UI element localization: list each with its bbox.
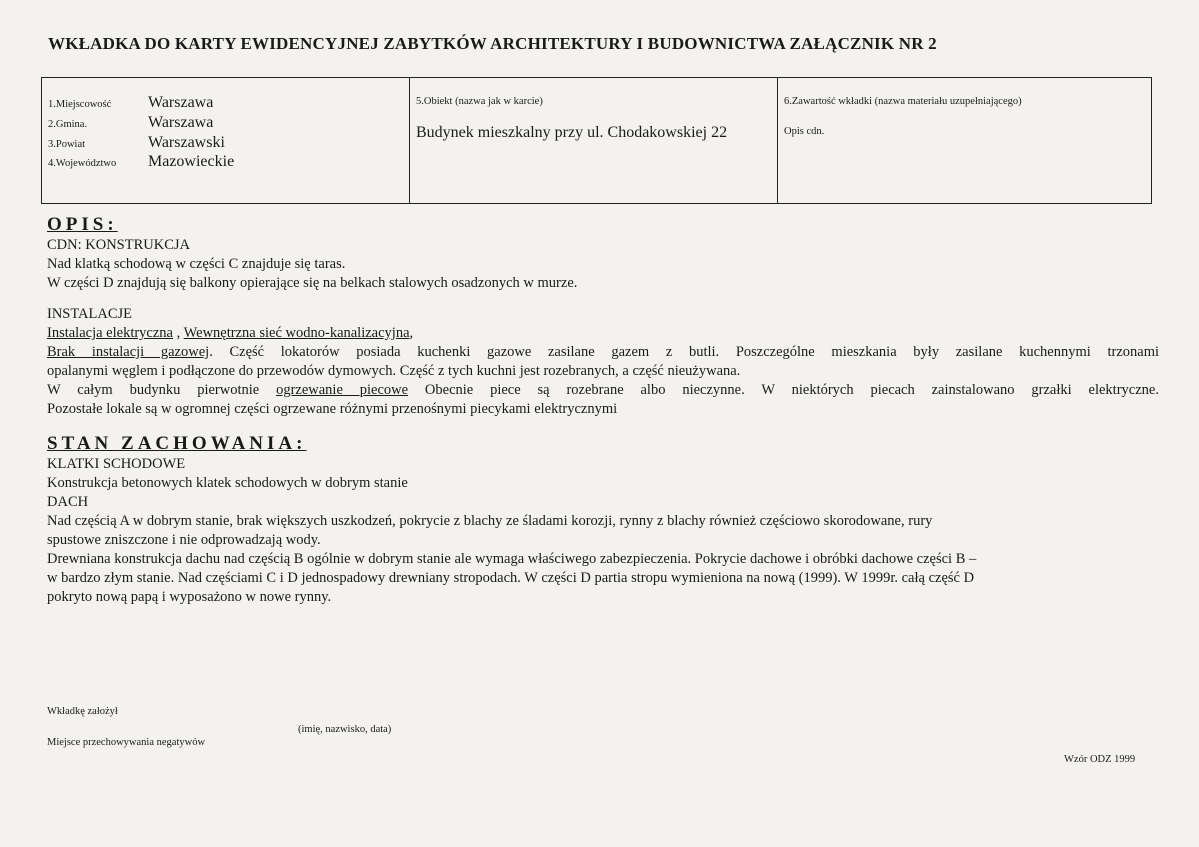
imie-nazwisko-data-label: (imię, nazwisko, data) — [298, 724, 392, 735]
powiat-value: Warszawski — [148, 134, 225, 151]
instalacje-separator: , — [173, 325, 184, 341]
instalacje-end: , — [409, 325, 414, 341]
gmina-value: Warszawa — [148, 114, 214, 131]
gmina-row — [48, 114, 213, 132]
instalacje-heading: INSTALACJE — [47, 306, 133, 322]
document-title: WKŁADKA DO KARTY EWIDENCYJNEJ ZABYTKÓW ARCHITEKTURY I BUDOWNICTWA ZAŁĄCZNIK NR 2 — [48, 34, 937, 53]
location-cell — [42, 78, 410, 203]
dach-heading: DACH — [47, 494, 89, 510]
gmina-label: 2.Gmina. — [48, 119, 88, 130]
klatki-heading: KLATKI SCHODOWE — [47, 456, 186, 472]
ogrzewanie-rest-text: Obecnie piece są rozebrane albo nieczynne. W niektórych piecach zainstalowano grzałki elektryczne. — [408, 382, 1159, 398]
brak-instalacji-gazowej-text: Brak instalacji gazowej — [47, 344, 210, 360]
obiekt-cell — [410, 78, 778, 203]
document-body — [47, 214, 1167, 607]
stan-heading: STAN ZACHOWANIA: — [47, 433, 307, 454]
miejsce-negatywow-label: Miejsce przechowywania negatywów — [47, 737, 206, 748]
konstrukcja-line-2: W części D znajdują się balkony opierające się na belkach stalowych osadzonych w murze. — [47, 275, 578, 291]
dach-line-2: spustowe zniszczone i nie odprowadzają wody. — [47, 532, 321, 548]
dach-line-5: pokryto nową papą i wyposażono w nowe rynny. — [47, 589, 332, 605]
wojewodztwo-row — [48, 153, 234, 171]
gaz-paragraph-line-2: opalanymi węglem i podłączone do przewodów dymowych. Część z tych kuchni jest rozebranych, a część nieużywana. — [47, 363, 741, 379]
ogrzewanie-paragraph-line-1 — [47, 381, 1159, 400]
wzor-label: Wzór ODZ 1999 — [1064, 754, 1136, 765]
wojewodztwo-label: 4.Województwo — [48, 158, 117, 169]
konstrukcja-line-1: Nad klatką schodową w części C znajduje się taras. — [47, 256, 346, 272]
instalacja-elektryczna-text: Instalacja elektryczna — [47, 325, 173, 341]
zawartosc-value: Opis cdn. — [784, 126, 825, 137]
header-table — [41, 77, 1152, 204]
miejscowosc-label: 1.Miejscowość — [48, 99, 112, 110]
ogrzewanie-start-text: W całym budynku pierwotnie — [47, 382, 277, 398]
miejscowosc-row — [48, 94, 213, 112]
obiekt-value: Budynek mieszkalny przy ul. Chodakowskiej 22 — [416, 124, 728, 141]
wkladke-zalozyl-label: Wkładkę założył — [47, 706, 118, 717]
powiat-label: 3.Powiat — [48, 139, 86, 150]
opis-subheading: CDN: KONSTRUKCJA — [47, 237, 191, 253]
siec-wodno-kanalizacyjna-text: Wewnętrzna sieć wodno-kanalizacyjna — [183, 325, 410, 341]
dach-line-1: Nad częścią A w dobrym stanie, brak większych uszkodzeń, pokrycie z blachy ze śladami korozji, rynny z blachy również częściowo skorodowane, rury — [47, 513, 933, 529]
powiat-row — [48, 134, 225, 152]
klatki-text: Konstrukcja betonowych klatek schodowych w dobrym stanie — [47, 475, 408, 491]
gaz-paragraph-line-1 — [47, 343, 1159, 362]
ogrzewanie-paragraph-line-2: Pozostałe lokale są w ogromnej części ogrzewane różnymi przenośnymi piecykami elektrycznymi — [47, 401, 618, 417]
dach-line-4: w bardzo złym stanie. Nad częściami C i D jednospadowy drewniany stropodach. W części D partia stropu wymieniona na nową (1999). W 1999r. całą część D — [47, 570, 975, 586]
zawartosc-cell — [778, 78, 1151, 203]
ogrzewanie-piecowe-text: ogrzewanie piecowe — [276, 382, 409, 398]
instalacje-list — [47, 324, 1167, 343]
opis-heading: OPIS: — [47, 214, 118, 235]
dach-line-3: Drewniana konstrukcja dachu nad częścią B ogólnie w dobrym stanie ale wymaga właściwego zabezpieczenia. Pokrycie dachowe i obróbki dachowe części B – — [47, 551, 977, 567]
gaz-rest-text: . Część lokatorów posiada kuchenki gazowe zasilane gazem z butli. Poszczególne mieszkania były zasilane kuchennymi trzonami — [209, 344, 1159, 360]
miejscowosc-value: Warszawa — [148, 94, 214, 111]
wojewodztwo-value: Mazowieckie — [148, 153, 235, 170]
obiekt-label: 5.Obiekt (nazwa jak w karcie) — [416, 96, 543, 107]
zawartosc-label: 6.Zawartość wkładki (nazwa materiału uzupełniającego) — [784, 96, 1022, 107]
